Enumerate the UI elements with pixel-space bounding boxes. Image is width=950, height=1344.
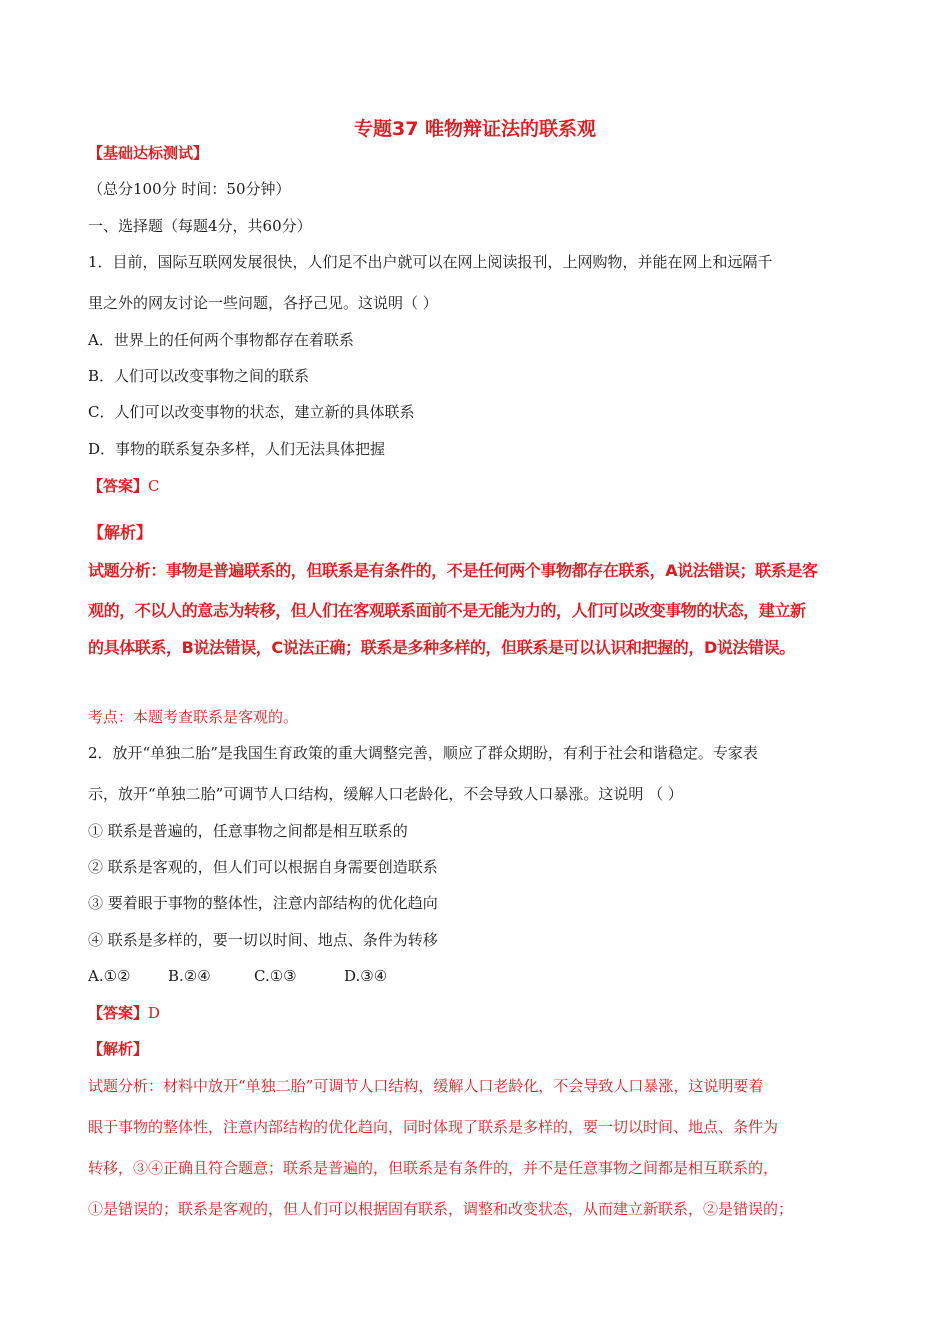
section-tag: 【基础达标测试】 bbox=[88, 144, 209, 162]
q2-option-a: A.①② bbox=[88, 967, 131, 985]
q1-option-c: C．人们可以改变事物的状态，建立新的具体联系 bbox=[88, 403, 415, 421]
q1-analysis-line-2: 观的，不以人的意志为转移，但人们在客观联系面前不是无能为力的，人们可以改变事物的状态，建立新 bbox=[88, 601, 806, 620]
q2-option-c: C.①③ bbox=[254, 967, 297, 985]
test-meta: （总分100分 时间：50分钟） bbox=[88, 180, 291, 198]
q2-answer-value: D bbox=[148, 1004, 161, 1022]
q2-item-2: ② 联系是客观的，但人们可以根据自身需要创造联系 bbox=[88, 858, 438, 876]
part-heading: 一、选择题（每题4分，共60分） bbox=[88, 217, 312, 235]
q1-option-b: B．人们可以改变事物之间的联系 bbox=[88, 367, 310, 385]
q2-item-3: ③ 要着眼于事物的整体性，注意内部结构的优化趋向 bbox=[88, 894, 438, 912]
q1-answer-label: 【答案】 bbox=[88, 477, 149, 495]
q2-option-d: D.③④ bbox=[344, 967, 388, 985]
q2-analysis-line-2: 眼于事物的整体性，注意内部结构的优化趋向，同时体现了联系是多样的，要一切以时间、地点、条件为 bbox=[88, 1118, 779, 1136]
q2-option-b: B.②④ bbox=[168, 967, 211, 985]
q2-analysis-line-1: 试题分析：材料中放开“单独二胎”可调节人口结构，缓解人口老龄化，不会导致人口暴涨，这说明要着 bbox=[88, 1077, 764, 1095]
q1-analysis-label: 【解析】 bbox=[88, 523, 153, 542]
q1-stem-line-2: 里之外的网友讨论一些问题，各抒己见。这说明（ ） bbox=[88, 294, 438, 312]
q1-option-a: A．世界上的任何两个事物都存在着联系 bbox=[88, 331, 354, 349]
q1-stem-line-1: 1．目前，国际互联网发展很快，人们足不出户就可以在网上阅读报刊，上网购物，并能在网上和远隔千 bbox=[88, 253, 773, 271]
q1-answer-value: C bbox=[148, 477, 160, 495]
q1-kaodian: 考点：本题考查联系是客观的。 bbox=[88, 708, 299, 726]
q2-item-4: ④ 联系是多样的，要一切以时间、地点、条件为转移 bbox=[88, 931, 438, 949]
q1-option-d: D．事物的联系复杂多样，人们无法具体把握 bbox=[88, 440, 386, 458]
q2-options bbox=[88, 966, 387, 986]
page-title: 专题37 唯物辩证法的联系观 bbox=[353, 118, 597, 140]
q2-analysis-line-4: ①是错误的；联系是客观的，但人们可以根据固有联系，调整和改变状态，从而建立新联系，②是错误的； bbox=[88, 1200, 794, 1218]
q1-answer bbox=[88, 476, 160, 496]
q1-analysis-line-1: 试题分析：事物是普遍联系的，但联系是有条件的，不是任何两个事物都存在联系，A说法错误；联系是客 bbox=[88, 561, 818, 580]
q2-analysis-line-3: 转移，③④正确且符合题意；联系是普遍的，但联系是有条件的，并不是任意事物之间都是相互联系的， bbox=[88, 1159, 779, 1177]
q2-answer-label: 【答案】 bbox=[88, 1004, 149, 1022]
q2-item-1: ① 联系是普遍的，任意事物之间都是相互联系的 bbox=[88, 822, 408, 840]
q2-answer bbox=[88, 1003, 160, 1023]
q2-stem-line-2: 示，放开“单独二胎”可调节人口结构，缓解人口老龄化，不会导致人口暴涨。这说明 （ ） bbox=[88, 785, 683, 803]
q1-analysis-line-3: 的具体联系，B说法错误，C说法正确；联系是多种多样的，但联系是可以认识和把握的，D说法错误。 bbox=[88, 638, 795, 657]
q2-analysis-label: 【解析】 bbox=[88, 1040, 149, 1058]
q2-stem-line-1: 2．放开“单独二胎”是我国生育政策的重大调整完善，顺应了群众期盼，有利于社会和谐稳定。专家表 bbox=[88, 744, 758, 762]
